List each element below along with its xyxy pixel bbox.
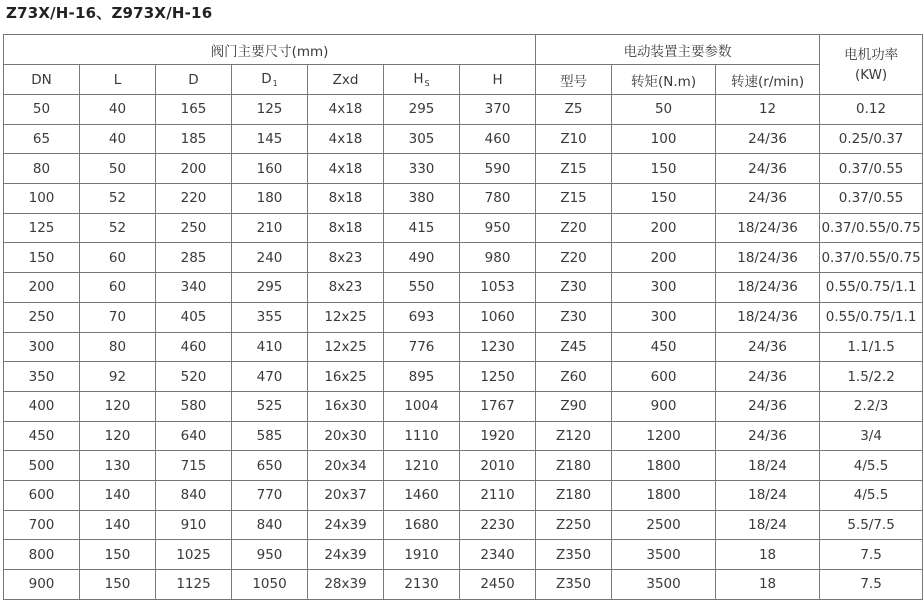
cell-speed: 18/24 (716, 480, 820, 510)
header-row-groups (4, 35, 923, 65)
cell-hs: 295 (384, 95, 460, 125)
table-row (4, 332, 923, 362)
table-row (4, 243, 923, 273)
cell-dn: 150 (4, 243, 80, 273)
cell-d1: 410 (232, 332, 308, 362)
cell-model: Z15 (536, 154, 612, 184)
cell-model: Z30 (536, 302, 612, 332)
cell-power: 2.2/3 (820, 391, 923, 421)
cell-h: 1230 (460, 332, 536, 362)
cell-d: 640 (156, 421, 232, 451)
cell-hs: 380 (384, 184, 460, 214)
cell-l: 120 (80, 391, 156, 421)
col-header-torque: 转矩(N.m) (612, 65, 716, 95)
cell-l: 50 (80, 154, 156, 184)
cell-speed: 24/36 (716, 332, 820, 362)
table-row (4, 570, 923, 600)
valve-dimensions-header: 阀门主要尺寸(mm) (4, 35, 536, 65)
cell-d: 460 (156, 332, 232, 362)
table-row (4, 480, 923, 510)
cell-zxd: 20x34 (308, 451, 384, 481)
cell-dn: 65 (4, 124, 80, 154)
cell-hs: 2130 (384, 570, 460, 600)
cell-l: 60 (80, 273, 156, 303)
cell-power: 1.5/2.2 (820, 362, 923, 392)
col-header-zxd: Zxd (308, 65, 384, 95)
cell-d: 250 (156, 213, 232, 243)
cell-hs: 1210 (384, 451, 460, 481)
table-row (4, 95, 923, 125)
cell-h: 2010 (460, 451, 536, 481)
col-header-d1-subscript: 1 (272, 79, 278, 88)
cell-power: 1.1/1.5 (820, 332, 923, 362)
cell-d: 200 (156, 154, 232, 184)
cell-model: Z30 (536, 273, 612, 303)
cell-speed: 24/36 (716, 362, 820, 392)
cell-d: 185 (156, 124, 232, 154)
cell-d1: 240 (232, 243, 308, 273)
cell-torque: 1800 (612, 451, 716, 481)
cell-dn: 100 (4, 184, 80, 214)
cell-model: Z180 (536, 480, 612, 510)
cell-torque: 200 (612, 243, 716, 273)
cell-d1: 1050 (232, 570, 308, 600)
cell-zxd: 8x18 (308, 213, 384, 243)
table-row (4, 451, 923, 481)
cell-l: 80 (80, 332, 156, 362)
cell-l: 40 (80, 95, 156, 125)
cell-zxd: 20x37 (308, 480, 384, 510)
cell-d1: 295 (232, 273, 308, 303)
col-header-d: D (156, 65, 232, 95)
table-row (4, 124, 923, 154)
cell-power: 4/5.5 (820, 451, 923, 481)
cell-h: 980 (460, 243, 536, 273)
col-header-hs (384, 65, 460, 95)
cell-h: 370 (460, 95, 536, 125)
spec-table (3, 34, 923, 600)
cell-dn: 350 (4, 362, 80, 392)
cell-torque: 200 (612, 213, 716, 243)
cell-h: 460 (460, 124, 536, 154)
motor-power-label: 电机功率 (844, 46, 899, 63)
cell-hs: 1910 (384, 540, 460, 570)
cell-model: Z20 (536, 213, 612, 243)
col-header-hs-base: H (413, 71, 424, 87)
table-row (4, 302, 923, 332)
cell-torque: 3500 (612, 540, 716, 570)
cell-zxd: 8x23 (308, 243, 384, 273)
cell-hs: 415 (384, 213, 460, 243)
table-row (4, 362, 923, 392)
cell-power: 3/4 (820, 421, 923, 451)
cell-dn: 300 (4, 332, 80, 362)
table-row (4, 213, 923, 243)
cell-model: Z180 (536, 451, 612, 481)
document-title: Z73X/H-16、Z973X/H-16 (6, 4, 213, 22)
cell-d: 840 (156, 480, 232, 510)
cell-torque: 1200 (612, 421, 716, 451)
cell-torque: 2500 (612, 510, 716, 540)
cell-hs: 1460 (384, 480, 460, 510)
cell-zxd: 12x25 (308, 302, 384, 332)
cell-power: 5.5/7.5 (820, 510, 923, 540)
cell-h: 1920 (460, 421, 536, 451)
cell-hs: 895 (384, 362, 460, 392)
cell-torque: 300 (612, 273, 716, 303)
cell-h: 2450 (460, 570, 536, 600)
table-row (4, 510, 923, 540)
cell-torque: 450 (612, 332, 716, 362)
cell-power: 7.5 (820, 570, 923, 600)
cell-power: 0.55/0.75/1.1 (820, 273, 923, 303)
cell-torque: 150 (612, 184, 716, 214)
cell-d: 715 (156, 451, 232, 481)
cell-l: 40 (80, 124, 156, 154)
cell-zxd: 20x30 (308, 421, 384, 451)
cell-model: Z20 (536, 243, 612, 273)
cell-hs: 330 (384, 154, 460, 184)
table-row (4, 391, 923, 421)
cell-h: 2110 (460, 480, 536, 510)
cell-dn: 80 (4, 154, 80, 184)
cell-speed: 24/36 (716, 421, 820, 451)
cell-h: 1767 (460, 391, 536, 421)
cell-hs: 1004 (384, 391, 460, 421)
cell-dn: 800 (4, 540, 80, 570)
cell-d: 580 (156, 391, 232, 421)
cell-dn: 500 (4, 451, 80, 481)
cell-speed: 18/24 (716, 451, 820, 481)
cell-model: Z350 (536, 570, 612, 600)
cell-power: 0.37/0.55/0.75 (820, 243, 923, 273)
table-row (4, 273, 923, 303)
cell-l: 52 (80, 213, 156, 243)
cell-d: 910 (156, 510, 232, 540)
cell-hs: 776 (384, 332, 460, 362)
cell-speed: 18/24/36 (716, 243, 820, 273)
cell-h: 1060 (460, 302, 536, 332)
cell-model: Z15 (536, 184, 612, 214)
cell-speed: 12 (716, 95, 820, 125)
cell-torque: 900 (612, 391, 716, 421)
cell-d: 520 (156, 362, 232, 392)
cell-dn: 700 (4, 510, 80, 540)
cell-model: Z90 (536, 391, 612, 421)
cell-d1: 470 (232, 362, 308, 392)
col-header-dn: DN (4, 65, 80, 95)
cell-power: 0.37/0.55 (820, 154, 923, 184)
cell-l: 140 (80, 510, 156, 540)
cell-dn: 400 (4, 391, 80, 421)
cell-dn: 200 (4, 273, 80, 303)
cell-d: 340 (156, 273, 232, 303)
cell-speed: 24/36 (716, 154, 820, 184)
actuator-params-header: 电动装置主要参数 (536, 35, 820, 65)
cell-d1: 650 (232, 451, 308, 481)
cell-d: 1125 (156, 570, 232, 600)
cell-torque: 3500 (612, 570, 716, 600)
cell-d1: 770 (232, 480, 308, 510)
col-header-speed: 转速(r/min) (716, 65, 820, 95)
cell-speed: 18 (716, 570, 820, 600)
cell-torque: 300 (612, 302, 716, 332)
cell-power: 0.37/0.55 (820, 184, 923, 214)
cell-h: 2230 (460, 510, 536, 540)
cell-power: 0.37/0.55/0.75 (820, 213, 923, 243)
table-row (4, 154, 923, 184)
cell-d1: 145 (232, 124, 308, 154)
cell-l: 150 (80, 540, 156, 570)
cell-zxd: 16x30 (308, 391, 384, 421)
cell-h: 1053 (460, 273, 536, 303)
cell-hs: 693 (384, 302, 460, 332)
cell-speed: 18/24/36 (716, 213, 820, 243)
cell-d: 165 (156, 95, 232, 125)
cell-zxd: 4x18 (308, 154, 384, 184)
cell-dn: 125 (4, 213, 80, 243)
cell-model: Z60 (536, 362, 612, 392)
cell-d1: 180 (232, 184, 308, 214)
cell-speed: 18/24/36 (716, 273, 820, 303)
cell-zxd: 8x23 (308, 273, 384, 303)
cell-d: 1025 (156, 540, 232, 570)
cell-speed: 18 (716, 540, 820, 570)
header-row-columns (4, 65, 923, 95)
cell-d1: 840 (232, 510, 308, 540)
cell-model: Z350 (536, 540, 612, 570)
cell-dn: 900 (4, 570, 80, 600)
cell-dn: 50 (4, 95, 80, 125)
cell-hs: 1680 (384, 510, 460, 540)
cell-d1: 125 (232, 95, 308, 125)
cell-model: Z45 (536, 332, 612, 362)
cell-d1: 160 (232, 154, 308, 184)
cell-torque: 600 (612, 362, 716, 392)
cell-l: 120 (80, 421, 156, 451)
cell-d1: 525 (232, 391, 308, 421)
cell-hs: 1110 (384, 421, 460, 451)
cell-l: 150 (80, 570, 156, 600)
cell-speed: 24/36 (716, 391, 820, 421)
cell-power: 7.5 (820, 540, 923, 570)
col-header-d1-base: D (261, 71, 272, 87)
cell-power: 0.12 (820, 95, 923, 125)
cell-zxd: 4x18 (308, 95, 384, 125)
cell-dn: 600 (4, 480, 80, 510)
cell-zxd: 28x39 (308, 570, 384, 600)
cell-speed: 18/24 (716, 510, 820, 540)
cell-torque: 1800 (612, 480, 716, 510)
cell-model: Z5 (536, 95, 612, 125)
cell-d: 220 (156, 184, 232, 214)
col-header-d1 (232, 65, 308, 95)
cell-dn: 450 (4, 421, 80, 451)
cell-d: 285 (156, 243, 232, 273)
cell-h: 2340 (460, 540, 536, 570)
cell-l: 140 (80, 480, 156, 510)
cell-l: 60 (80, 243, 156, 273)
cell-torque: 100 (612, 124, 716, 154)
cell-hs: 550 (384, 273, 460, 303)
cell-hs: 490 (384, 243, 460, 273)
cell-zxd: 24x39 (308, 510, 384, 540)
cell-hs: 305 (384, 124, 460, 154)
cell-speed: 24/36 (716, 184, 820, 214)
col-header-model: 型号 (536, 65, 612, 95)
cell-l: 92 (80, 362, 156, 392)
cell-d: 405 (156, 302, 232, 332)
table-body (4, 95, 923, 600)
cell-l: 52 (80, 184, 156, 214)
cell-power: 0.25/0.37 (820, 124, 923, 154)
table-row (4, 540, 923, 570)
cell-speed: 18/24/36 (716, 302, 820, 332)
cell-l: 130 (80, 451, 156, 481)
cell-d1: 210 (232, 213, 308, 243)
col-header-l: L (80, 65, 156, 95)
col-header-hs-subscript: S (424, 79, 430, 88)
cell-l: 70 (80, 302, 156, 332)
cell-model: Z120 (536, 421, 612, 451)
cell-zxd: 24x39 (308, 540, 384, 570)
motor-power-unit: (KW) (854, 66, 888, 83)
table-header (4, 35, 923, 95)
cell-h: 590 (460, 154, 536, 184)
cell-h: 780 (460, 184, 536, 214)
table-row (4, 421, 923, 451)
cell-power: 4/5.5 (820, 480, 923, 510)
cell-power: 0.55/0.75/1.1 (820, 302, 923, 332)
cell-torque: 150 (612, 154, 716, 184)
cell-h: 1250 (460, 362, 536, 392)
table-row (4, 184, 923, 214)
cell-d1: 355 (232, 302, 308, 332)
cell-model: Z250 (536, 510, 612, 540)
cell-model: Z10 (536, 124, 612, 154)
cell-zxd: 12x25 (308, 332, 384, 362)
cell-d1: 950 (232, 540, 308, 570)
cell-zxd: 4x18 (308, 124, 384, 154)
col-header-h: H (460, 65, 536, 95)
cell-d1: 585 (232, 421, 308, 451)
motor-power-header (820, 35, 923, 95)
cell-h: 950 (460, 213, 536, 243)
cell-dn: 250 (4, 302, 80, 332)
cell-zxd: 16x25 (308, 362, 384, 392)
cell-torque: 50 (612, 95, 716, 125)
cell-speed: 24/36 (716, 124, 820, 154)
cell-zxd: 8x18 (308, 184, 384, 214)
